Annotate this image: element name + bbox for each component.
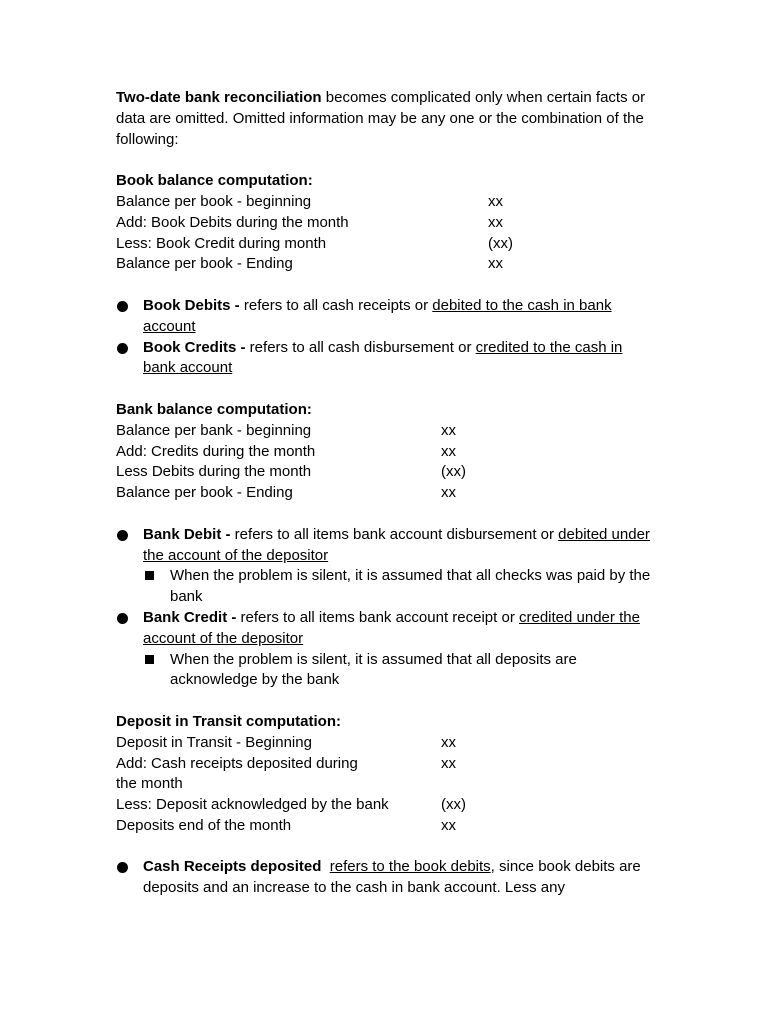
bullet-underlined: debited to the cash in bank account (143, 296, 612, 335)
bullet-underlined: credited to the cash in bank account (143, 338, 623, 377)
book-bullet-list (116, 296, 656, 379)
bank-balance-heading: Bank balance computation: (116, 400, 312, 418)
book-row (116, 192, 656, 213)
bullet-underlined: refers to the book debits (329, 858, 491, 876)
bank-row (116, 462, 656, 483)
bullet-underlined: debited under the account of the depositor (143, 525, 650, 564)
bank-row-label: Balance per book - Ending (116, 484, 293, 502)
dit-row-label: Less: Deposit acknowledged by the bank (116, 796, 389, 814)
cash-receipts-bullet (116, 857, 656, 899)
book-row-label: Balance per book - Ending (116, 255, 293, 273)
bank-row-value: (xx) (441, 463, 466, 481)
dit-row-label: Add: Cash receipts deposited during (116, 754, 358, 772)
bank-row-label: Add: Credits during the month (116, 442, 316, 460)
book-row-value: xx (488, 213, 503, 231)
sub-bullet-list (143, 650, 656, 692)
deposit-in-transit-section (116, 712, 656, 837)
book-row-label: Add: Book Debits during the month (116, 213, 349, 231)
bullet-text: refers to all cash disbursement or (245, 338, 476, 356)
bank-row-value: xx (441, 421, 456, 439)
book-row-value: xx (488, 255, 503, 273)
book-balance-section (116, 171, 656, 275)
book-row-value: (xx) (488, 234, 513, 252)
bank-bullet-list (116, 525, 656, 691)
bullet-underlined: credited under the account of the depositor (143, 608, 640, 647)
bank-balance-section (116, 400, 656, 504)
bullet-term: Bank Debit - (143, 525, 231, 543)
intro-bold: Two-date bank reconciliation (116, 89, 322, 106)
book-row (116, 254, 656, 275)
bullet-term: Bank Credit - (143, 608, 237, 626)
book-debits-bullet (116, 296, 656, 338)
dit-row-label: the month (116, 775, 183, 793)
dit-row-value: xx (441, 733, 456, 751)
document-content (116, 88, 656, 899)
bank-row (116, 442, 656, 463)
intro-paragraph (116, 88, 656, 150)
bullet-term: Book Debits - (143, 296, 240, 314)
dit-row-value: (xx) (441, 796, 466, 814)
dit-row-label: Deposits end of the month (116, 816, 292, 834)
dit-row (116, 816, 656, 837)
bullet-gap (321, 858, 329, 875)
dit-row (116, 733, 656, 754)
bank-row-label: Less Debits during the month (116, 463, 312, 481)
bullet-text: , since book debits are deposits and an increase to the cash in bank account. Less any (143, 858, 641, 897)
dit-row (116, 774, 656, 795)
sub-bullet: When the problem is silent, it is assumed that all deposits are acknowledge by the bank (143, 650, 656, 692)
book-row-value: xx (488, 192, 503, 210)
bullet-text: refers to all items bank account receipt or (236, 608, 519, 626)
dit-row-value: xx (441, 754, 456, 772)
bullet-text: refers to all items bank account disbursement or (230, 525, 559, 543)
book-row-label: Balance per book - beginning (116, 192, 312, 210)
bank-credit-bullet (116, 608, 656, 691)
bank-debit-bullet (116, 525, 656, 608)
cash-receipts-bullet-list (116, 857, 656, 899)
intro-text: becomes complicated only when certain facts or data are omitted. Omitted information may be any one or the combination of the following: (116, 89, 646, 148)
book-balance-heading: Book balance computation: (116, 172, 313, 190)
bank-row-value: xx (441, 442, 456, 460)
book-row-label: Less: Book Credit during month (116, 234, 327, 252)
bank-row-label: Balance per bank - beginning (116, 421, 312, 439)
bank-row (116, 421, 656, 442)
book-credits-bullet (116, 338, 656, 380)
dit-heading: Deposit in Transit computation: (116, 712, 342, 730)
book-row (116, 234, 656, 255)
sub-bullet: When the problem is silent, it is assumed that all checks was paid by the bank (143, 566, 656, 608)
dit-row (116, 795, 656, 816)
book-row (116, 213, 656, 234)
bank-row (116, 483, 656, 504)
bank-row-value: xx (441, 484, 456, 502)
dit-row-value: xx (441, 816, 456, 834)
bullet-term: Cash Receipts deposited (143, 858, 322, 876)
dit-row (116, 754, 656, 775)
bullet-text: refers to all cash receipts or (239, 296, 433, 314)
dit-row-label: Deposit in Transit - Beginning (116, 733, 312, 751)
bullet-term: Book Credits - (143, 338, 246, 356)
sub-bullet-list (143, 566, 656, 608)
